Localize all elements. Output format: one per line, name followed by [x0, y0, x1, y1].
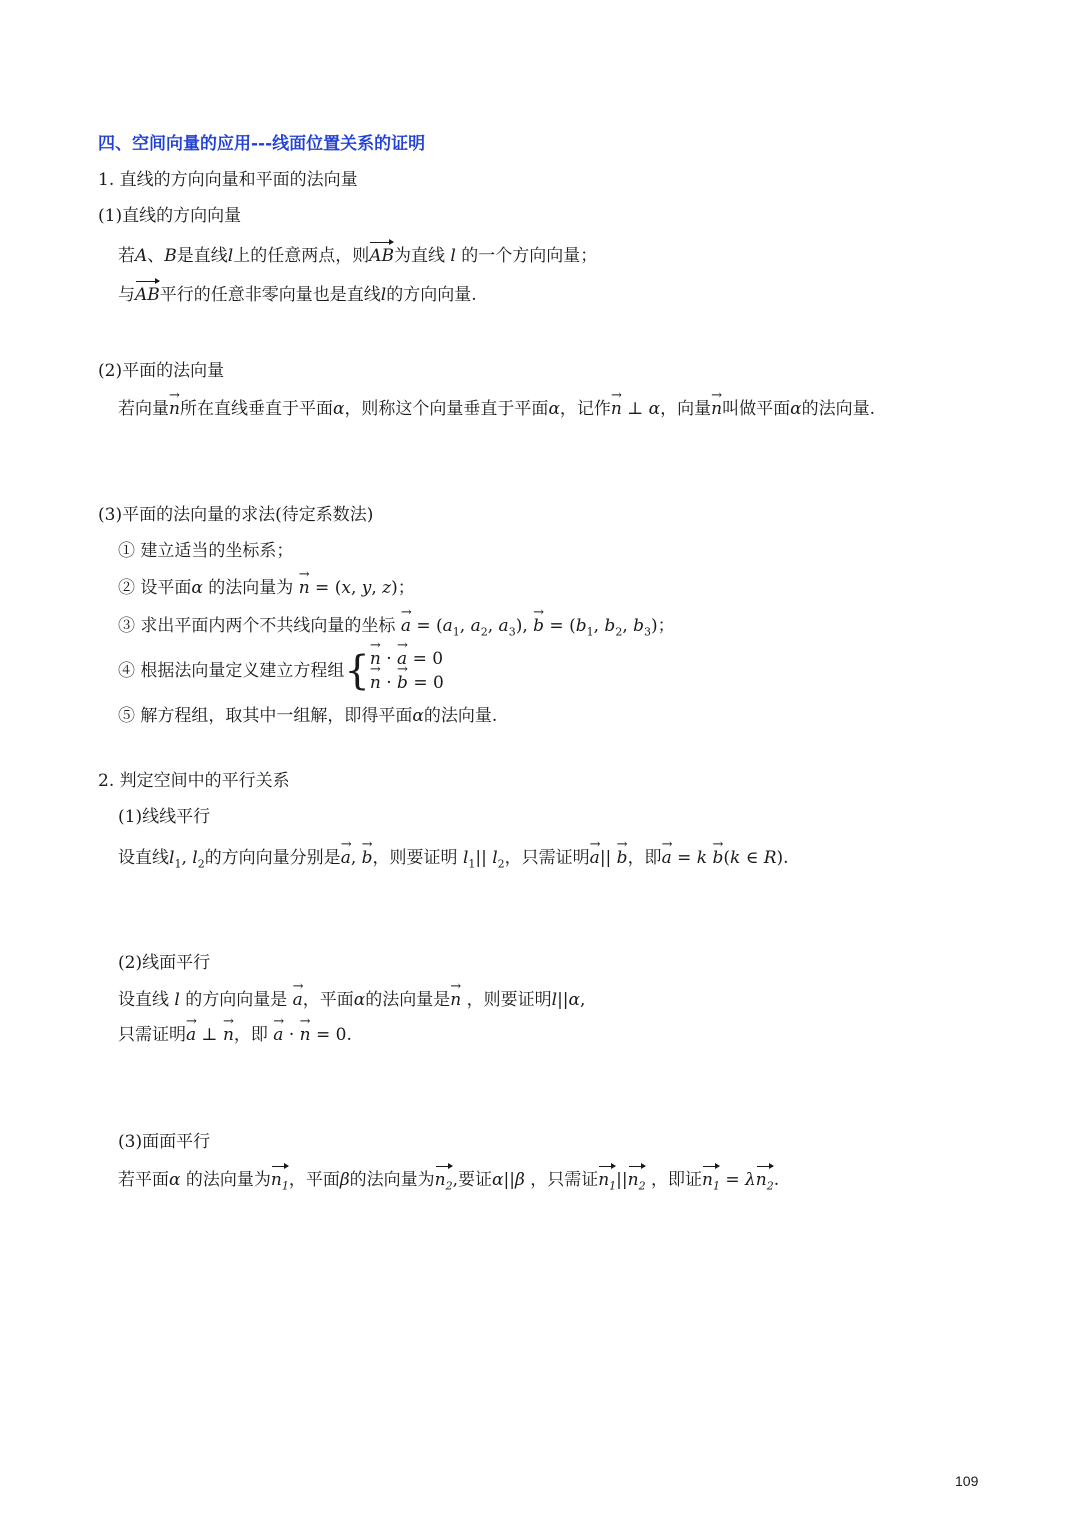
subsection-normal-vector: (2)平面的法向量	[98, 361, 225, 381]
step-1: ① 建立适当的坐标系；	[118, 541, 294, 561]
section-2-title: 2. 判定空间中的平行关系	[98, 771, 290, 791]
section-heading: 四、空间向量的应用---线面位置关系的证明	[98, 134, 426, 154]
section-1-title: 1. 直线的方向向量和平面的法向量	[98, 170, 358, 190]
line-line-parallel-condition: 设直线$l_1$, $l_2$的方向向量分别是a →, b →，则要证明 $l_1||$ $l_2$，只需证明a →|| b →，即a → = k b →(k ∈ R).	[118, 846, 789, 876]
step-2: ② 设平面α 的法向量为 n → = (x, y, z)；	[118, 576, 415, 600]
step-3: ③ 求出平面内两个不共线向量的坐标 a → = ($a_1$, $a_2$, $a_3$), b → = ($b_1$, $b_2$, $b_3$)；	[118, 614, 675, 644]
direction-vector-line-2: 与AB平行的任意非零向量也是直线l的方向向量.	[118, 285, 477, 305]
subsection-direction-vector: (1)直线的方向向量	[98, 206, 242, 226]
line-plane-parallel-condition-2: 只需证明a → ⊥ n →，即 a → · n → = 0.	[118, 1023, 352, 1047]
subsection-normal-vector-method: (3)平面的法向量的求法(待定系数法)	[98, 505, 374, 525]
subsection-line-line-parallel: (1)线线平行	[118, 807, 211, 827]
subsection-line-plane-parallel: (2)线面平行	[118, 953, 211, 973]
direction-vector-line-1: 若A、B是直线l上的任意两点，则AB为直线 l 的一个方向向量；	[118, 246, 598, 266]
step-5: ⑤ 解方程组，取其中一组解，即得平面α的法向量.	[118, 706, 498, 726]
normal-vector-definition: 若向量n →所在直线垂直于平面α，则称这个向量垂直于平面α，记作n → ⊥ α，向量n →叫做平面α的法向量.	[118, 397, 875, 421]
step-4: ④ 根据法向量定义建立方程组{n → · a → = 0 n → · b → = 0	[118, 647, 444, 699]
plane-plane-parallel-condition: 若平面α 的法向量为$n_1$，平面β的法向量为$n_2$,要证α||β ，只需证$n_1||n_2$ ，即证$n_1 = \lambda n_2$.	[118, 1168, 779, 1198]
subsection-plane-plane-parallel: (3)面面平行	[118, 1132, 211, 1152]
line-plane-parallel-condition-1: 设直线 l 的方向向量是 a →，平面α的法向量是n → ，则要证明l||α,	[118, 988, 585, 1012]
page-number: 109	[955, 1473, 979, 1489]
